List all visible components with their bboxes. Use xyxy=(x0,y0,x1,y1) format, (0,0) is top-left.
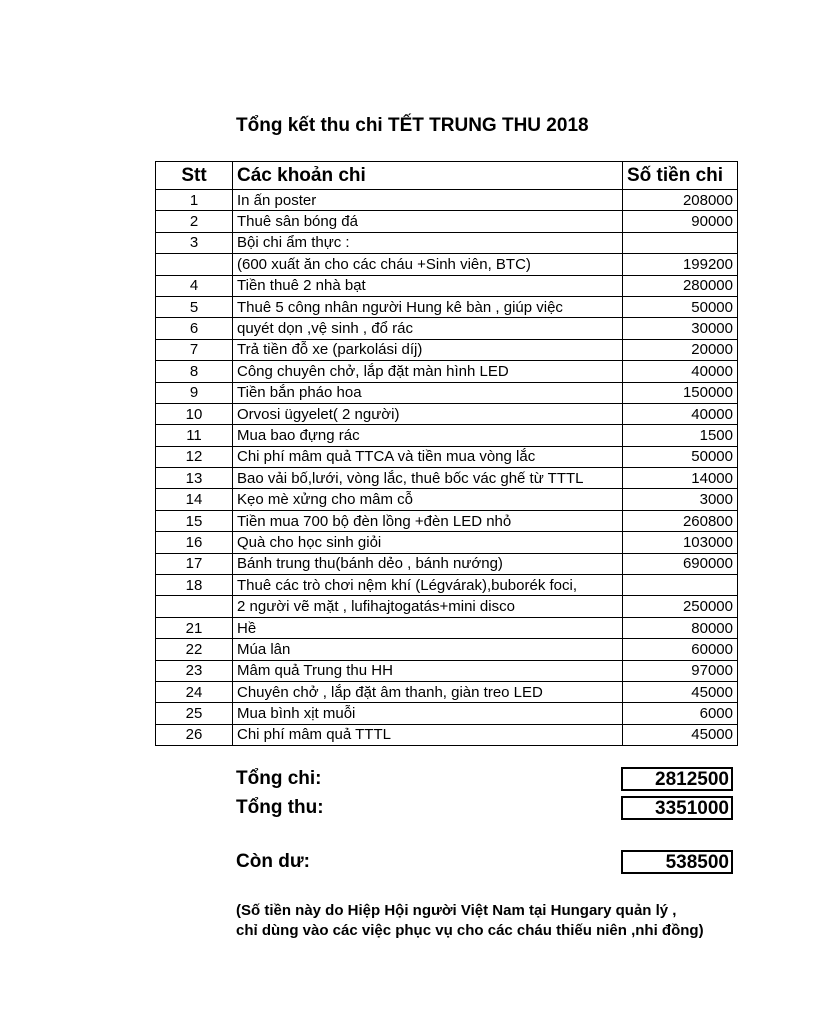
row-item: Bao vải bố,lưới, vòng lắc, thuê bốc vác ghế từ TTTL xyxy=(233,468,623,489)
row-stt: 25 xyxy=(156,703,233,724)
row-stt: 18 xyxy=(156,575,233,596)
note-line-1: (Số tiền này do Hiệp Hội người Việt Nam tại Hungary quản lý , xyxy=(236,902,677,919)
table-row xyxy=(156,339,738,360)
row-amount: 1500 xyxy=(623,425,738,446)
row-item: Kẹo mè xửng cho mâm cỗ xyxy=(233,489,623,510)
row-stt: 17 xyxy=(156,553,233,574)
table-row xyxy=(156,425,738,446)
row-amount: 3000 xyxy=(623,489,738,510)
total-income-label: Tổng thu: xyxy=(236,797,324,818)
table-body xyxy=(156,190,738,746)
row-item: Múa lân xyxy=(233,639,623,660)
row-stt: 7 xyxy=(156,339,233,360)
row-stt: 5 xyxy=(156,296,233,317)
table-row xyxy=(156,553,738,574)
row-stt: 9 xyxy=(156,382,233,403)
row-stt: 3 xyxy=(156,232,233,253)
table-row xyxy=(156,361,738,382)
table-row xyxy=(156,468,738,489)
row-item: Mua bao đựng rác xyxy=(233,425,623,446)
row-item: quyét dọn ,vệ sinh , đổ rác xyxy=(233,318,623,339)
table-row xyxy=(156,318,738,339)
row-item: 2 người vẽ mặt , lufihajtogatás+mini disco xyxy=(233,596,623,617)
row-amount: 20000 xyxy=(623,339,738,360)
row-amount: 103000 xyxy=(623,532,738,553)
table-row xyxy=(156,232,738,253)
row-item: Bội chi ẩm thực : xyxy=(233,232,623,253)
row-item: Thuê 5 công nhân người Hung kê bàn , giúp việc xyxy=(233,296,623,317)
row-stt: 13 xyxy=(156,468,233,489)
row-item: Chi phí mâm quả TTTL xyxy=(233,724,623,745)
table-row xyxy=(156,532,738,553)
row-item: Bánh trung thu(bánh dẻo , bánh nướng) xyxy=(233,553,623,574)
table-header-row xyxy=(156,162,738,190)
table-row xyxy=(156,617,738,638)
row-item: Tiền thuê 2 nhà bạt xyxy=(233,275,623,296)
table-row xyxy=(156,489,738,510)
balance-value: 538500 xyxy=(621,850,733,874)
row-item: Thuê sân bóng đá xyxy=(233,211,623,232)
table-row xyxy=(156,639,738,660)
table-row xyxy=(156,596,738,617)
table-row xyxy=(156,190,738,211)
row-amount: 150000 xyxy=(623,382,738,403)
row-amount: 60000 xyxy=(623,639,738,660)
row-amount: 50000 xyxy=(623,296,738,317)
row-stt: 24 xyxy=(156,681,233,702)
row-amount: 208000 xyxy=(623,190,738,211)
row-item: Mua bình xịt muỗi xyxy=(233,703,623,724)
row-amount: 6000 xyxy=(623,703,738,724)
row-amount: 30000 xyxy=(623,318,738,339)
table-row xyxy=(156,254,738,275)
table-row xyxy=(156,660,738,681)
row-amount: 250000 xyxy=(623,596,738,617)
row-amount: 14000 xyxy=(623,468,738,489)
table-row xyxy=(156,382,738,403)
row-stt xyxy=(156,254,233,275)
row-amount: 80000 xyxy=(623,617,738,638)
row-stt: 11 xyxy=(156,425,233,446)
balance-label: Còn dư: xyxy=(236,851,310,872)
note-line-2: chỉ dùng vào các việc phục vụ cho các cháu thiếu niên ,nhi đồng) xyxy=(236,922,704,939)
row-amount: 97000 xyxy=(623,660,738,681)
table-row xyxy=(156,703,738,724)
row-amount: 40000 xyxy=(623,361,738,382)
row-item: Mâm quả Trung thu HH xyxy=(233,660,623,681)
row-amount: 280000 xyxy=(623,275,738,296)
table-row xyxy=(156,211,738,232)
row-amount: 50000 xyxy=(623,446,738,467)
row-item: In ấn poster xyxy=(233,190,623,211)
row-stt: 4 xyxy=(156,275,233,296)
row-stt: 8 xyxy=(156,361,233,382)
row-amount: 90000 xyxy=(623,211,738,232)
row-stt xyxy=(156,596,233,617)
row-item: Hề xyxy=(233,617,623,638)
expense-table xyxy=(155,161,738,746)
table-row xyxy=(156,403,738,424)
row-stt: 15 xyxy=(156,510,233,531)
row-amount xyxy=(623,232,738,253)
table-row xyxy=(156,510,738,531)
row-item: Trả tiền đỗ xe (parkolási díj) xyxy=(233,339,623,360)
row-stt: 16 xyxy=(156,532,233,553)
row-item: (600 xuất ăn cho các cháu +Sinh viên, BTC) xyxy=(233,254,623,275)
row-item: Orvosi ügyelet( 2 người) xyxy=(233,403,623,424)
row-amount: 199200 xyxy=(623,254,738,275)
row-item: Thuê các trò chơi nệm khí (Légvárak),buborék foci, xyxy=(233,575,623,596)
row-amount: 690000 xyxy=(623,553,738,574)
header-stt: Stt xyxy=(156,162,233,190)
row-stt: 21 xyxy=(156,617,233,638)
row-item: Chi phí mâm quả TTCA và tiền mua vòng lắc xyxy=(233,446,623,467)
row-amount: 45000 xyxy=(623,724,738,745)
table-row xyxy=(156,724,738,745)
row-stt: 12 xyxy=(156,446,233,467)
table-row xyxy=(156,575,738,596)
row-item: Tiền mua 700 bộ đèn lồng +đèn LED nhỏ xyxy=(233,510,623,531)
row-amount xyxy=(623,575,738,596)
table-row xyxy=(156,275,738,296)
total-income-value: 3351000 xyxy=(621,796,733,820)
table-row xyxy=(156,681,738,702)
row-amount: 260800 xyxy=(623,510,738,531)
row-amount: 40000 xyxy=(623,403,738,424)
row-amount: 45000 xyxy=(623,681,738,702)
row-stt: 26 xyxy=(156,724,233,745)
row-stt: 6 xyxy=(156,318,233,339)
row-item: Chuyên chở , lắp đặt âm thanh, giàn treo LED xyxy=(233,681,623,702)
row-stt: 2 xyxy=(156,211,233,232)
row-item: Tiền bắn pháo hoa xyxy=(233,382,623,403)
table-row xyxy=(156,296,738,317)
page-title: Tổng kết thu chi TẾT TRUNG THU 2018 xyxy=(236,115,589,136)
total-expense-label: Tổng chi: xyxy=(236,768,322,789)
table-row xyxy=(156,446,738,467)
row-item: Quà cho học sinh giỏi xyxy=(233,532,623,553)
row-stt: 23 xyxy=(156,660,233,681)
header-item: Các khoản chi xyxy=(233,162,623,190)
row-stt: 10 xyxy=(156,403,233,424)
row-item: Công chuyên chở, lắp đặt màn hình LED xyxy=(233,361,623,382)
row-stt: 14 xyxy=(156,489,233,510)
total-expense-value: 2812500 xyxy=(621,767,733,791)
header-amount: Số tiền chi xyxy=(623,162,738,190)
row-stt: 1 xyxy=(156,190,233,211)
row-stt: 22 xyxy=(156,639,233,660)
